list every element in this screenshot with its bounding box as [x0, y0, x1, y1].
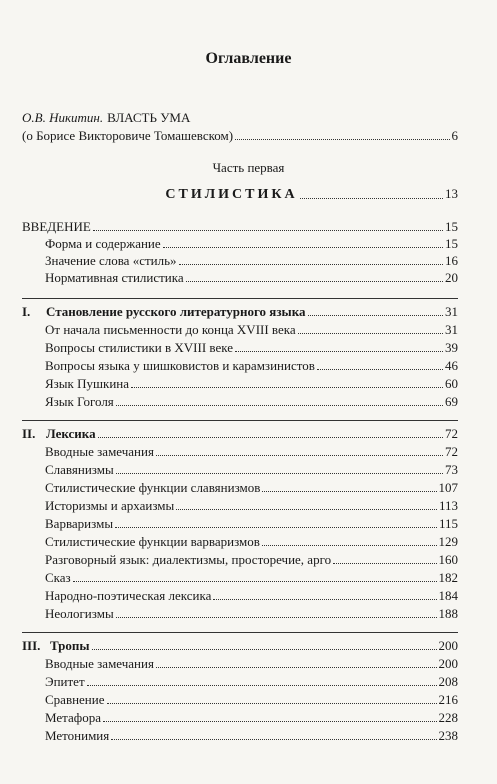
toc-subentry[interactable]: [45, 534, 458, 550]
entry-label: Вводные замечания: [45, 656, 154, 671]
leader-dots: [92, 648, 437, 650]
toc-subentry[interactable]: [45, 394, 458, 410]
section-title: Становление русского литературного языка: [46, 304, 306, 319]
section-title: Тропы: [50, 638, 90, 653]
entry-label: Славянизмы: [45, 462, 114, 477]
toc-subentry[interactable]: [45, 516, 458, 532]
leader-dots: [235, 138, 449, 140]
toc-entry-intro[interactable]: [22, 128, 458, 144]
leader-dots: [300, 197, 443, 199]
page-number: 73: [445, 462, 458, 477]
page-number: 16: [445, 253, 458, 268]
page-number: 113: [438, 498, 458, 513]
page-number: 13: [445, 186, 459, 201]
page-number: 107: [438, 480, 458, 495]
page-number: 31: [445, 304, 458, 319]
page-number: 200: [438, 656, 458, 671]
leader-dots: [116, 616, 437, 618]
intro-author-line: [22, 110, 458, 126]
intro-author: О.В. Никитин.: [22, 110, 104, 125]
section-divider: [22, 298, 458, 299]
leader-dots: [116, 404, 443, 406]
toc-subentry[interactable]: [45, 674, 458, 690]
leader-dots: [163, 246, 443, 248]
section-number: I.: [22, 304, 31, 319]
page-number: 46: [445, 358, 458, 373]
page-number: 228: [438, 710, 458, 725]
leader-dots: [186, 280, 443, 282]
toc-entry-introduction[interactable]: [22, 219, 458, 235]
entry-label: Эпитет: [45, 674, 85, 689]
toc-subentry[interactable]: [45, 710, 458, 726]
toc-subentry[interactable]: [45, 606, 458, 622]
page-number: 182: [438, 570, 458, 585]
page-number: 216: [438, 692, 458, 707]
section-divider: [22, 632, 458, 633]
leader-dots: [308, 314, 444, 316]
part-title: СТИЛИСТИКА: [165, 187, 298, 202]
leader-dots: [115, 526, 437, 528]
page-number: 72: [445, 444, 458, 459]
entry-label: Сказ: [45, 570, 71, 585]
page-number: 72: [445, 426, 458, 441]
toc-subentry[interactable]: [45, 253, 458, 269]
leader-dots: [103, 720, 437, 722]
leader-dots: [98, 436, 443, 438]
page-number: 15: [445, 219, 458, 234]
page-number: 15: [445, 236, 458, 251]
entry-label: Форма и содержание: [45, 236, 161, 251]
intro-subtitle: (о Борисе Викторовиче Томашевском): [22, 128, 234, 143]
toc-subentry[interactable]: [45, 462, 458, 478]
page-number: 208: [438, 674, 458, 689]
entry-label: Стилистические функции варваризмов: [45, 534, 260, 549]
page-number: 39: [445, 340, 458, 355]
leader-dots: [116, 472, 443, 474]
page-number: 69: [445, 394, 458, 409]
entry-label: Язык Пушкина: [45, 376, 130, 391]
entry-label: Стилистические функции славянизмов: [45, 480, 261, 495]
page-number: 238: [438, 728, 458, 743]
page-number: 200: [438, 638, 458, 653]
page-number: 60: [445, 376, 458, 391]
page-number: 188: [438, 606, 458, 621]
entry-label: Язык Гоголя: [45, 394, 114, 409]
leader-dots: [317, 368, 443, 370]
toc-subentry[interactable]: [45, 570, 458, 586]
toc-subentry[interactable]: [45, 728, 458, 744]
section-title: Лексика: [46, 426, 96, 441]
entry-label: От начала письменности до конца XVIII века: [45, 322, 296, 337]
section-number: II.: [22, 426, 36, 441]
page-number: 160: [438, 552, 458, 567]
entry-label: Варваризмы: [45, 516, 114, 531]
toc-subentry[interactable]: [45, 444, 458, 460]
page-number: 31: [445, 322, 458, 337]
entry-label: Вопросы языка у шишковистов и карамзинистов: [45, 358, 315, 373]
leader-dots: [176, 508, 437, 510]
section-number: III.: [22, 638, 41, 653]
leader-dots: [262, 544, 437, 546]
leader-dots: [131, 386, 443, 388]
toc-subentry[interactable]: [45, 270, 458, 286]
page-number: 129: [438, 534, 458, 549]
toc-subentry[interactable]: [45, 322, 458, 338]
leader-dots: [73, 580, 437, 582]
entry-label: Вопросы стилистики в XVIII веке: [45, 340, 233, 355]
toc-subentry[interactable]: [45, 692, 458, 708]
entry-label: Метонимия: [45, 728, 110, 743]
leader-dots: [93, 229, 443, 231]
toc-section-1[interactable]: [22, 304, 458, 320]
toc-subentry[interactable]: [45, 376, 458, 392]
leader-dots: [333, 562, 436, 564]
toc-subentry[interactable]: [45, 236, 458, 252]
toc-subentry[interactable]: [45, 588, 458, 604]
leader-dots: [156, 666, 437, 668]
entry-label: Метафора: [45, 710, 101, 725]
entry-label: Нормативная стилистика: [45, 270, 184, 285]
toc-section-3[interactable]: [22, 638, 458, 654]
leader-dots: [298, 332, 443, 334]
part-label: Часть первая: [212, 160, 285, 175]
toc-subentry[interactable]: [45, 498, 458, 514]
entry-label: Разговорный язык: диалектизмы, просторечие, арго: [45, 552, 332, 567]
leader-dots: [262, 490, 436, 492]
leader-dots: [235, 350, 443, 352]
section-divider: [22, 420, 458, 421]
page-number: 20: [445, 270, 458, 285]
toc-subentry[interactable]: [45, 340, 458, 356]
toc-subentry[interactable]: [45, 656, 458, 672]
intro-title: ВЛАСТЬ УМА: [107, 110, 191, 125]
leader-dots: [156, 454, 443, 456]
toc-heading: Оглавление: [205, 50, 292, 67]
introduction-title: ВВЕДЕНИЕ: [22, 219, 91, 234]
leader-dots: [179, 263, 443, 265]
toc-subentry[interactable]: [45, 358, 458, 374]
page-number: 6: [451, 128, 458, 143]
leader-dots: [87, 684, 437, 686]
toc-subentry[interactable]: [45, 552, 458, 568]
entry-label: Историзмы и архаизмы: [45, 498, 175, 513]
toc-entry-part[interactable]: [22, 186, 458, 203]
leader-dots: [111, 738, 436, 740]
entry-label: Сравнение: [45, 692, 105, 707]
toc-subentry[interactable]: [45, 480, 458, 496]
toc-section-2[interactable]: [22, 426, 458, 442]
page-number: 115: [438, 516, 458, 531]
page-number: 184: [438, 588, 458, 603]
leader-dots: [107, 702, 437, 704]
entry-label: Вводные замечания: [45, 444, 154, 459]
entry-label: Значение слова «стиль»: [45, 253, 177, 268]
entry-label: Неологизмы: [45, 606, 114, 621]
entry-label: Народно-поэтическая лексика: [45, 588, 212, 603]
leader-dots: [213, 598, 436, 600]
